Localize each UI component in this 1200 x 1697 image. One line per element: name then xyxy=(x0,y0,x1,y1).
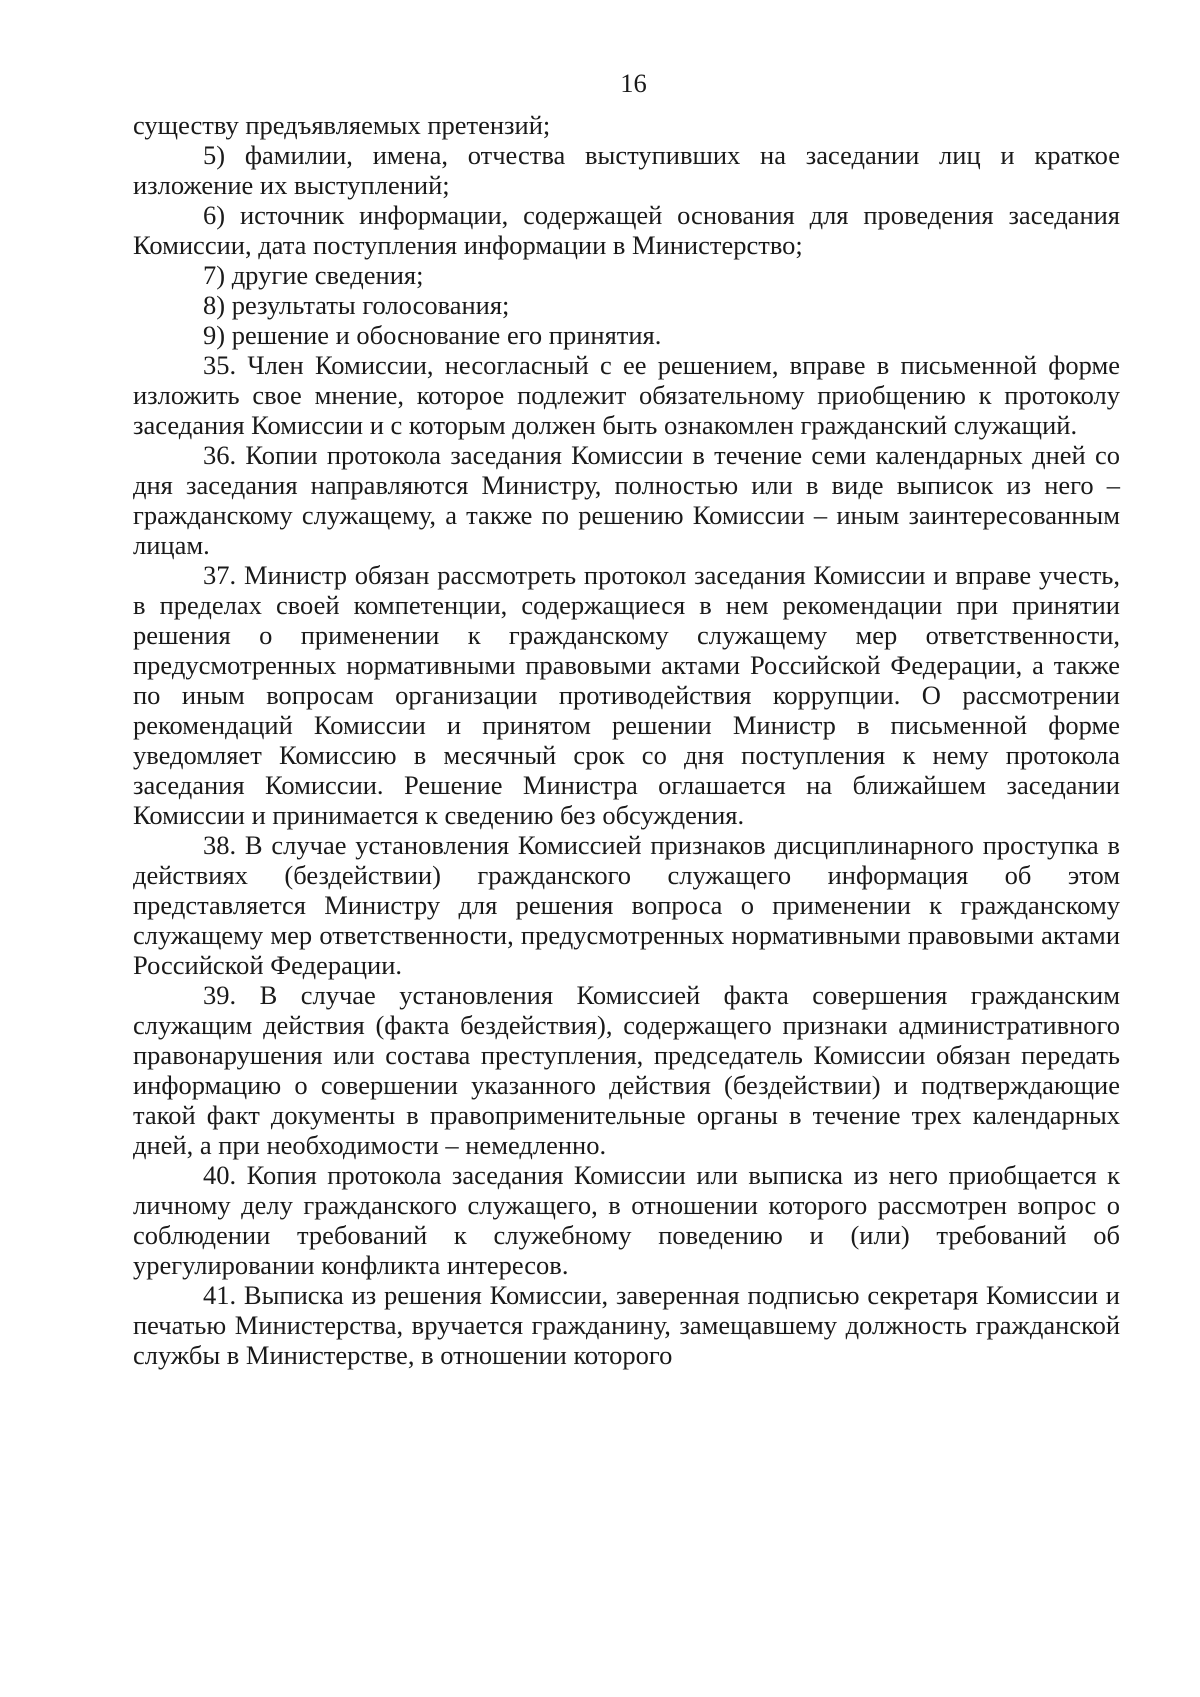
list-item-6: 6) источник информации, содержащей основания для проведения заседания Комиссии, дата поступления информации в Министерство; xyxy=(133,200,1120,260)
clause-36: 36. Копии протокола заседания Комиссии в течение семи календарных дней со дня заседания направляются Министру, полностью или в виде выписок из него – гражданскому служащему, а также по решению Комиссии – иным заинтересованным лицам. xyxy=(133,440,1120,560)
list-item-9: 9) решение и обоснование его принятия. xyxy=(203,320,662,350)
paragraph-continuation: существу предъявляемых претензий; xyxy=(133,110,551,140)
page-number: 16 xyxy=(620,68,647,98)
clause-39: 39. В случае установления Комиссией факта совершения гражданским служащим действия (факта бездействия), содержащего признаки административного правонарушения или состава преступления, председатель Комиссии обязан передать информацию о совершении указанного действия (бездействии) и подтверждающие такой факт документы в правоприменительные органы в течение трех календарных дней, а при необходимости – немедленно. xyxy=(133,980,1120,1160)
list-item-5: 5) фамилии, имена, отчества выступивших на заседании лиц и краткое изложение их выступлений; xyxy=(133,140,1120,200)
clause-37: 37. Министр обязан рассмотреть протокол заседания Комиссии и вправе учесть, в пределах своей компетенции, содержащиеся в нем рекомендации при принятии решения о применении к гражданскому служащему мер ответственности, предусмотренных нормативными правовыми актами Российской Федерации, а также по иным вопросам организации противодействия коррупции. О рассмотрении рекомендаций Комиссии и принятом решении Министр в письменной форме уведомляет Комиссию в месячный срок со дня поступления к нему протокола заседания Комиссии. Решение Министра оглашается на ближайшем заседании Комиссии и принимается к сведению без обсуждения. xyxy=(133,560,1120,830)
clause-35: 35. Член Комиссии, несогласный с ее решением, вправе в письменной форме изложить свое мнение, которое подлежит обязательному приобщению к протоколу заседания Комиссии и с которым должен быть ознакомлен гражданский служащий. xyxy=(133,350,1120,440)
list-item-8: 8) результаты голосования; xyxy=(203,290,510,320)
clause-38: 38. В случае установления Комиссией признаков дисциплинарного проступка в действиях (бездействии) гражданского служащего информация об этом представляется Министру для решения вопроса о применении к гражданскому служащему мер ответственности, предусмотренных нормативными правовыми актами Российской Федерации. xyxy=(133,830,1120,980)
clause-40: 40. Копия протокола заседания Комиссии или выписка из него приобщается к личному делу гражданского служащего, в отношении которого рассмотрен вопрос о соблюдении требований к служебному поведению и (или) требований об урегулировании конфликта интересов. xyxy=(133,1160,1120,1280)
clause-41: 41. Выписка из решения Комиссии, заверенная подписью секретаря Комиссии и печатью Министерства, вручается гражданину, замещавшему должность гражданской службы в Министерстве, в отношении которого xyxy=(133,1280,1120,1370)
list-item-7: 7) другие сведения; xyxy=(203,260,424,290)
